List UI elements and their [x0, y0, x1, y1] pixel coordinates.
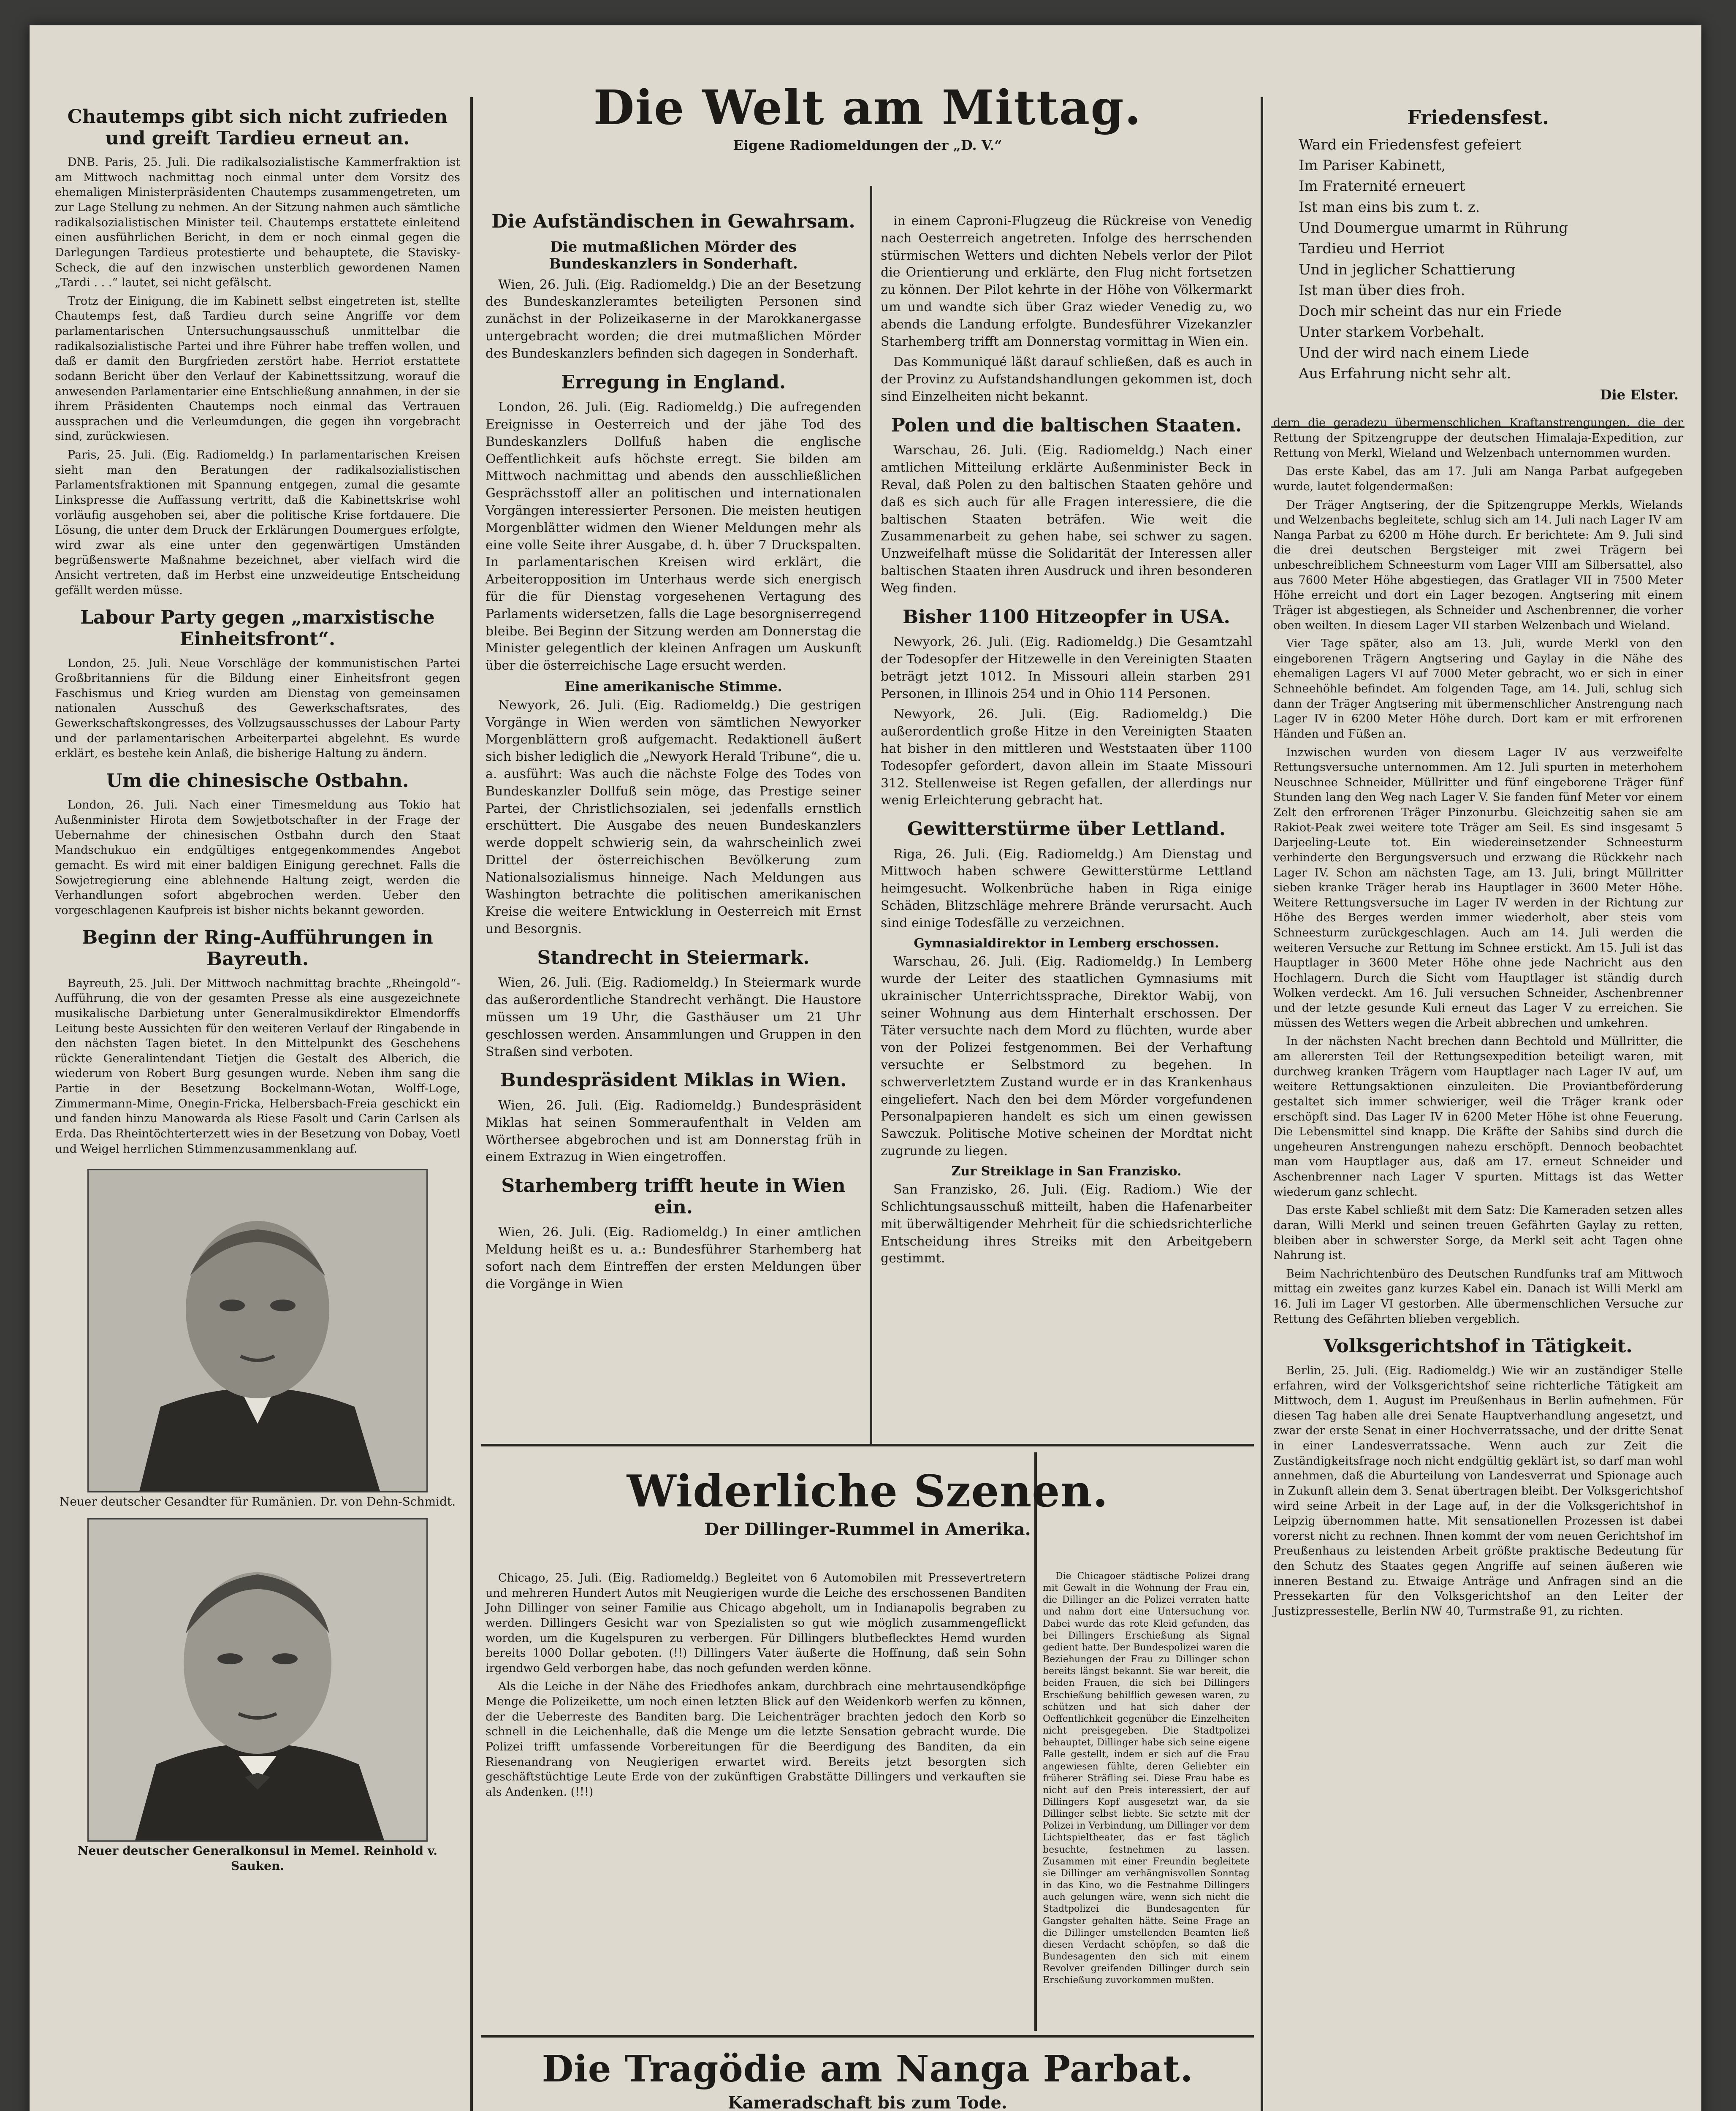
- column-2: [486, 203, 861, 1297]
- headline-lettland: Gewitterstürme über Lettland.: [907, 818, 1226, 840]
- headline-aufstaendische: Die Aufständischen in Gewahrsam.: [491, 211, 855, 232]
- article-dillinger-p1: Chicago, 25. Juli. (Eig. Radiomeldg.) Begleitet von 6 Automobilen mit Pressevertretern und mehreren Hundert Autos mit Neugierigen wurde die Leiche des erschossenen Banditen John Dillinger von seiner Familie aus Chicago abgeholt, um in Indianapolis begraben zu werden. Dillingers Gesicht war von Spezialisten so gut wie möglich zusammengeflickt worden, um die Kugelspuren zu verbergen. Für Dillingers blutbeflecktes Hemd wurden bereits 1000 Dollar geboten. (!!) Dillingers Vater äußerte die Hoffnung, daß sein Sohn irgendwo Geld verborgen habe, das noch gefunden werden könne.: [486, 1571, 1026, 1675]
- article-chautemps-p1: DNB. Paris, 25. Juli. Die radikalsozialistische Kammerfraktion ist am Mittwoch nachmittag noch einmal unter dem Vorsitz des ehemaligen Ministerpräsidenten Chautemps zusammengetreten, um zur Lage Stellung zu nehmen. An der Sitzung nahmen auch sämtliche radikalsozialistischen Minister teil. Chautemps erstattete einleitend einen ausführlichen Bericht, in dem er noch einmal gegen die Darlegungen Tardieus protestierte und behauptete, die Stavisky-Scheck, die auf den inzwischen unsterblich gewordenen Namen „Tardi . . .“ lautet, sei nicht gefälscht.: [55, 156, 460, 290]
- article-dillinger-p2: Als die Leiche in der Nähe des Friedhofes ankam, durchbrach eine mehrtausendköpfige Menge die Polizeikette, um noch einen letzten Blick auf den Weidenkorb werfen zu können, der die Ueberreste des Banditen barg. Die Leichenträger brachten jedoch den Korb so schnell in die Leichenhalle, daß die Menge um die letzte Sensation gebracht wurde. Die Polizei trifft umfassende Vorbereitungen für die Beerdigung des Banditen, da ein Riesenandrang von Neugierigen erwartet wird. Bereits jetzt besorgten sich geschäftstüchtige Leute Erde von der zukünftigen Grabstätte Dillingers und verkauften sie als Andenken. (!!!): [486, 1680, 1026, 1799]
- headline-labour: Labour Party gegen „marxistische Einheitsfront“.: [80, 607, 435, 650]
- article-sanfranzisko-p1: San Franzisko, 26. Juli. (Eig. Radiom.) Wie der Schlichtungsausschuß mitteilt, haben die Hafenarbeiter mit überwältigender Mehrheit für die schiedsrichterliche Entscheidung ihres Streiks mit den Arbeitgebern gestimmt.: [881, 1182, 1252, 1266]
- dillinger-section: [486, 1457, 1250, 1986]
- newspaper-page: [30, 25, 1701, 2111]
- headline-volksgerichtshof: Volksgerichtshof in Tätigkeit.: [1324, 1335, 1633, 1357]
- headline-sanfranzisko: Zur Streiklage in San Franzisko.: [951, 1164, 1182, 1179]
- headline-amerikanisch: Eine amerikanische Stimme.: [564, 678, 782, 695]
- headline-hitze: Bisher 1100 Hitzeopfer in USA.: [903, 606, 1230, 628]
- poem-line: Im Pariser Kabinett,: [1299, 157, 1446, 174]
- article-hitze-p1: Newyork, 26. Juli. (Eig. Radiomeldg.) Die Gesamtzahl der Todesopfer der Hitzewelle in den Vereinigten Staaten beträgt jetzt 1012. In Missouri allein starben 291 Personen, in Illinois 254 und in Ohio 114 Personen.: [881, 635, 1252, 701]
- article-nanga-cont-p2: Das erste Kabel, das am 17. Juli am Nanga Parbat aufgegeben wurde, lautet folgendermaßen:: [1273, 465, 1683, 493]
- headline-starhemberg: Starhemberg trifft heute in Wien ein.: [501, 1175, 846, 1218]
- poem-line: Ward ein Friedensfest gefeiert: [1299, 136, 1521, 153]
- subhead-nanga: Kameradschaft bis zum Tode.: [728, 2093, 1007, 2111]
- poem-line: Ist man über dies froh.: [1299, 282, 1465, 299]
- headline-nanga: Die Tragödie am Nanga Parbat.: [542, 2048, 1194, 2090]
- article-dillinger-p3: Die Chicagoer städtische Polizei drang mit Gewalt in die Wohnung der Frau ein, die Dillinger an die Polizei verraten hatte und nahm dort eine Untersuchung vor. Dabei wurde das rote Kleid gefunden, das bei Dillingers Erschießung als Signal gedient hatte. Der Bundespolizei waren die Beziehungen der Frau zu Dillinger schon bereits längst bekannt. Sie war bereit, die beiden Frauen, die sich bei Dillingers Erschießung behilflich gewesen waren, zu schützen und hat sich daher der Oeffentlichkeit gegenüber die Einzelheiten nicht preisgegeben. Die Stadtpolizei behauptet, Dillinger habe sich seine eigene Falle gestellt, indem er sich auf die Frau angewiesen fühlte, deren Geliebter ein früherer Sträfling sei. Diese Frau habe es nicht auf den Preis interessiert, der auf Dillingers Kopf ausgesetzt war, da sie Dillinger selbst liebte. Sie setzte mit der Polizei in Verbindung, um Dillinger vor dem Lichtspieltheater, das er fast täglich besuchte, festnehmen zu lassen. Zusammen mit einer Freundin begleitete sie Dillinger am verhängnisvollen Sonntag in das Kino, wo die Festnahme Dillingers auch gelungen wäre, wenn sich nicht die Stadtpolizei die Bundesagenten für Gangster gehalten hätte. Seine Frage an die Dillinger umstellenden Beamten ließ diesen Verdacht schöpfen, so daß die Bundesagenten den sich mit einem Revolver greifenden Dillinger durch sein Erschießung zuvorkommen mußten.: [1043, 1571, 1250, 1986]
- column-rule: [470, 97, 473, 2111]
- article-nanga-cont-p4: Vier Tage später, also am 13. Juli, wurde Merkl von den eingeborenen Trägern Angtsering und Gaylay in die Nähe des ehemaligen Lagers VI auf 7000 Meter gebracht, wo er sich in einer Schneehöhle befindet. Am folgenden Tage, am 14. Juli, schlug sich dann der Träger Angtsering mit übermenschlicher Anstrengung nach Lager IV in 6200 Meter Höhe durch. Dort kam er mit erfrorenen Händen und Füßen an.: [1273, 637, 1683, 741]
- poem-line: Aus Erfahrung nicht sehr alt.: [1299, 365, 1511, 383]
- poem-line: Unter starkem Vorbehalt.: [1299, 323, 1485, 341]
- column-4: [1273, 97, 1683, 1623]
- nanga-section: [486, 2043, 1250, 2111]
- headline-miklas: Bundespräsident Miklas in Wien.: [500, 1069, 847, 1091]
- masthead-subtitle: Eigene Radiomeldungen der „D. V.“: [733, 137, 1002, 153]
- article-starhemberg-p1: Wien, 26. Juli. (Eig. Radiomeldg.) In einer amtlichen Meldung heißt es u. a.: Bundesführer Starhemberg hat sofort nach dem Eintreffen der ersten Meldungen über die Vorgänge in Wien: [486, 1225, 861, 1292]
- column-1: [55, 97, 460, 1874]
- headline-england: Erregung in England.: [561, 371, 786, 393]
- headline-standrecht: Standrecht in Steiermark.: [537, 947, 810, 969]
- article-nanga-cont-p6: In der nächsten Nacht brechen dann Bechtold und Müllritter, die am allerersten Teil der Rettungsexpedition beteiligt waren, mit durchweg kranken Trägern vom Hauptlager nach Lager IV auf, um weitere Rettungsaktionen einzuleiten. Die Proviantbeförderung gestaltet sich immer schwieriger, weil die Träger krank oder erschöpft sind. Das Lager IV in 6200 Meter Höhe ist ohne Feuerung. Die Lebensmittel sind knapp. Die Kräfte der Sahibs sind durch die ungeheuren Anstrengungen nahezu erschöpft. Dennoch beobachtet man vom Hauptlager aus, daß am 17. erneut Schneider und Aschenbrenner nach Lager V spurten. Mittags ist das Wetter wiederum ganz schlecht.: [1273, 1035, 1683, 1199]
- poem-friedensfest: [1299, 135, 1683, 385]
- article-polen-p1: Warschau, 26. Juli. (Eig. Radiomeldg.) Nach einer amtlichen Mitteilung erklärte Außenminister Beck in Reval, daß Polen zu den baltischen Staaten gehöre und daß es sich auch für alle Fragen interessiere, die die baltischen Staaten beträfen. Wie weit die Zusammenarbeit zu gehen habe, sei schwer zu sagen. Unzweifelhaft müsse die Solidarität der Interessen aller baltischen Staaten ihren Ausdruck und ihren besonderen Weg finden.: [881, 443, 1252, 596]
- article-bayreuth-p1: Bayreuth, 25. Juli. Der Mittwoch nachmittag brachte „Rheingold“-Aufführung, die von der gesamten Presse als eine ausgezeichnete musikalische Darbietung unter Generalmusikdirektor Elmendorffs Leitung beste Aussichten für den weiteren Verlauf der Ringabende in den nächsten Tagen bietet. In den Mittelpunkt des Geschehens rückte Generalintendant Tietjen die Gestalt des Alberich, die wiederum von Robert Burg gesungen wurde. Neben ihm sang die Partie in der Besetzung Bockelmann-Wotan, Wolff-Loge, Zimmermann-Mime, Onegin-Fricka, Helbersbach-Freia geschickt ein und fanden hinzu Manowarda als Riese Fasolt und Carin Carlsen als Erda. Das Rheintöchterterzett wies in der Besetzung von Dobay, Voetl und Weigel herrlichen Stimmenzusammenklang auf.: [55, 977, 460, 1156]
- article-nanga-cont-p8: Beim Nachrichtenbüro des Deutschen Rundfunks traf am Mittwoch mittag ein zweites ganz kurzes Kabel ein. Danach ist Willi Merkl am 16. Juli im Lager VI gestorben. Alle übermenschlichen Versuche zur Rettung des Gefährten blieben vergeblich.: [1273, 1267, 1683, 1326]
- headline-chautemps: Chautemps gibt sich nicht zufrieden und greift Tardieu erneut an.: [67, 106, 448, 149]
- poem-line: Und Doumergue umarmt in Rührung: [1299, 220, 1568, 237]
- article-amerikanisch-p1: Newyork, 26. Juli. (Eig. Radiomeldg.) Die gestrigen Vorgänge in Wien werden von sämtlichen Newyorker Morgenblättern groß aufgemacht. Redaktionell äußert sich bisher lediglich die „Newyork Herald Tribune“, die u. a. ausführt: Was auch die nächste Folge des Todes von Bundeskanzler Dollfuß sein möge, das Prestige seiner Partei, der Christlichsozialen, sei jedenfalls ernstlich erschüttert. Die Ausgabe des neuen Bundeskanzlers werde doppelt schwierig sein, da wahrscheinlich zwei Drittel der österreichischen Bevölkerung zum Nationalsozialismus hinneige. Nach Meldungen aus Washington betrachte die politischen amerikanischen Kreise die weitere Entwicklung in Oesterreich mit Ernst und Besorgnis.: [486, 697, 861, 937]
- masthead-title: Die Welt am Mittag.: [593, 80, 1142, 136]
- article-england-p1: London, 26. Juli. (Eig. Radiomeldg.) Die aufregenden Ereignisse in Oesterreich und der jähe Tod des Bundeskanzlers Dollfuß haben die englische Oeffentlichkeit aufs höchste erregt. Sie bilden am Mittwoch nachmittag und abends den ausschließlichen Gesprächsstoff aller an politischen und internationalen Vorgängen interessierter Personen. Die meisten heutigen Morgenblätter widmen den Wiener Meldungen mehr als eine volle Seite ihrer Ausgabe, d. h. über 7 Druckspalten. In parlamentarischen Kreisen wird erklärt, die Arbeiteropposition im Unterhaus werde sich energisch für die für Dienstag vorgesehenen Vertagung des Parlaments widersetzen, falls die Lage besorgniserregend bleibe. Bei Beginn der Sitzung werden am Donnerstag die Minister gelegentlich der kleinen Anfragen um Auskunft über die österreichische Lage ersucht werden.: [486, 400, 861, 673]
- article-chautemps-p3: Paris, 25. Juli. (Eig. Radiomeldg.) In parlamentarischen Kreisen sieht man den Beratungen der radikalsozialistischen Parlamentsfraktionen mit Spannung entgegen, zumal die gesamte Linkspresse die Auffassung vertritt, daß die Kabinettskrise wohl vorläufig ausgehoben sei, aber die politische Krise fortdauere. Die Lösung, die unter dem Druck der Erklärungen Doumergues erfolgte, wird zwar als eine unter den gegenwärtigen Umständen begrüßenswerte Maßnahme bezeichnet, aber vielfach wird die Ansicht vertreten, daß im Herbst eine unzweideutige Entscheidung gefällt werden müsse.: [55, 448, 460, 597]
- article-volksgerichtshof-p1: Berlin, 25. Juli. (Eig. Radiomeldg.) Wie wir an zuständiger Stelle erfahren, wird der Volksgerichtshof seine richterliche Tätigkeit am Mittwoch, dem 1. August im Preußenhaus in Berlin aufnehmen. Für diesen Tag haben alle drei Senate Hauptverhandlung angesetzt, und zwar der erste Senat in einer Hochverratssache, und der dritte Senat in einer Landesverratssache. Wenn auch zur Zeit die Zuständigkeitsfrage noch nicht endgültig geklärt ist, so darf man wohl annehmen, daß die Aburteilung von Landesverrat und Spionage auch in Zukunft allein dem 3. Senat übertragen bleibt. Der Volksgerichtshof wird seine Arbeit in der Lage auf, in der die Volksgerichtshof in Leipzig übernommen hatte. Mit sensationellen Prozessen ist dabei vorerst nicht zu rechnen. Ihnen kommt der vom neuen Gerichtshof im Preußenhaus zu leistenden Arbeit größte praktische Bedeutung für den Schutz des Staates gegen Angriffe auf seinen äußeren wie inneren Bestand zu. Etwaige Anträge und Anfragen sind an die Pressekarten für den Volksgerichtshof an den Leiter der Justizpressestelle, Berlin NW 40, Turmstraße 91, zu richten.: [1273, 1364, 1683, 1618]
- poem-line: Im Fraternité erneuert: [1299, 178, 1465, 195]
- article-nanga-cont-p3: Der Träger Angtsering, der die Spitzengruppe Merkls, Wielands und Welzenbachs begleitete, schlug sich am 14. Juli nach Lager IV am Nanga Parbat zu 6200 m Höhe durch. Er berichtete: Am 9. Juli sind die drei deutschen Bergsteiger mit zwei Trägern bei unbeschreiblichem Schneesturm vom Lager VIII am Silbersattel, also aus 7600 Meter Höhe abgestiegen, das Gratlager VII in 7500 Meter Höhe erreicht und dort ein Lager bezogen. Angtsering mit einem Träger ist abgestiegen, als Schneider und Aschenbrenner, die vorher oben weilten. In diesem Lager VII starben Welzenbach und Wieland.: [1273, 498, 1683, 632]
- article-ostbahn-p1: London, 26. Juli. Nach einer Timesmeldung aus Tokio hat Außenminister Hirota dem Sowjetbotschafter in der Frage der Uebernahme der chinesischen Ostbahn durch den Staat Mandschukuo ein endgültiges entgegenkommendes Angebot gemacht. Es wird mit einer baldigen Einigung gerechnet. Falls die Sowjetregierung eine ablehnende Haltung zeigt, werden die Verhandlungen sofort abgebrochen werden. Ueber den vorgeschlagenen Kaufpreis ist bisher nichts bekannt geworden.: [55, 798, 460, 917]
- headline-dillinger: Widerliche Szenen.: [627, 1465, 1109, 1517]
- column-3: [881, 203, 1252, 1271]
- article-labour-p1: London, 25. Juli. Neue Vorschläge der kommunistischen Partei Großbritanniens für die Bildung einer Einheitsfront gegen Faschismus und Krieg wurden am Dienstag von gemeinsamen nationalen Ausschuß des Gewerkschaftsrates, des Gewerkschaftskongresses, des Vollzugsausschusses der Labour Party und der parlamentarischen Arbeiterpartei abgelehnt. Es wurde erklärt, es bestehe kein Anlaß, die bisherige Haltung zu ändern.: [55, 657, 460, 760]
- article-hitze-p2: Newyork, 26. Juli. (Eig. Radiomeldg.) Die außerordentlich große Hitze in den Vereinigten Staaten hat bisher in den mittleren und Weststaaten über 1100 Todesopfer gefordert, davon allein im Staate Missouri 312. Stellenweise ist Regen gefallen, der allerdings nur wenig Erleichterung gebracht hat.: [881, 707, 1252, 808]
- article-lettland-p1: Riga, 26. Juli. (Eig. Radiomeldg.) Am Dienstag und Mittwoch haben schwere Gewitterstürme Lettland heimgesucht. Wolkenbrüche haben in Riga einige Schäden, Blitzschläge mehrere Brände verursacht. Auch sind einige Todesfälle zu verzeichnen.: [881, 847, 1252, 931]
- column-rule: [870, 186, 872, 1444]
- poem-signature: Die Elster.: [1600, 387, 1679, 403]
- subhead-aufstaendische: Die mutmaßlichen Mörder des Bundeskanzlers in Sonderhaft.: [549, 238, 798, 272]
- poem-line: Ist man eins bis zum t. z.: [1299, 198, 1480, 216]
- headline-ostbahn: Um die chinesische Ostbahn.: [106, 770, 409, 792]
- section-rule: [481, 2035, 1254, 2038]
- poem-line: Tardieu und Herriot: [1299, 240, 1445, 258]
- article-chautemps-p2: Trotz der Einigung, die im Kabinett selbst eingetreten ist, stellte Chautemps fest, daß Tardieu durch seine Angriffe vor dem parlamentarischen Untersuchungsausschuß unmittelbar die radikalsozialistische Partei und ihre Führer habe treffen wollen, und daß er damit den Burgfrieden zerstört habe. Herriot erstattete sodann Bericht über den Verlauf der Kabinettssitzung, worauf die anwesenden Parlamentarier eine Entschließung annahmen, in der sie ihrem Präsidenten Chautemps noch einmal das Vertrauen aussprachen und die Verleumdungen, die gegen ihn vorgebracht sind, zurückwiesen.: [55, 294, 460, 443]
- poem-line: Und der wird nach einem Liede: [1299, 344, 1530, 361]
- column-rule: [1261, 97, 1263, 2111]
- masthead-block: [481, 76, 1254, 159]
- portrait-image: [89, 1170, 426, 1491]
- article-miklas-p1: Wien, 26. Juli. (Eig. Radiomeldg.) Bundespräsident Miklas hat seinen Sommeraufenthalt in Velden am Wörthersee abgebrochen und ist am Donnerstag früh in einem Extrazug in Wien eingetroffen.: [486, 1098, 861, 1165]
- headline-lemberg: Gymnasialdirektor in Lemberg erschossen.: [914, 936, 1219, 951]
- article-nanga-cont-p1: dern die geradezu übermenschlichen Kraftanstrengungen, die der Rettung der Spitzengruppe der deutschen Himalaja-Expedition, zur Rettung von Merkl, Wieland und Welzenbach unternommen wurden.: [1273, 416, 1683, 460]
- caption-dehn-schmidt: Neuer deutscher Gesandter für Rumänien. Dr. von Dehn-Schmidt.: [59, 1495, 456, 1509]
- headline-bayreuth: Beginn der Ring-Aufführungen in Bayreuth.: [82, 927, 433, 970]
- article-nanga-cont-p5: Inzwischen wurden von diesem Lager IV aus verzweifelte Rettungsversuche unternommen. Am 12. Juli spurten in meterhohem Neuschnee Schneider, Müllritter und fünf eingeborene Träger fünf Stunden lang den Weg nach Lager V. Sie fanden fünf Meter vor einem Zelt den erfrorenen Träger Pinzonurbu. Gleichzeitig sahen sie am Rakiot-Peak zwei weitere tote Träger am Seil. Es sind insgesamt 5 Darjeeling-Leute tot. Ein wiedereinsetzender Schneesturm verhinderte den Bergungsversuch und erzwang die Rückkehr nach Lager IV. Schon am nächsten Tage, am 13. Juli, bringt Müllritter sieben kranke Träger herab ins Hauptlager in 3600 Meter Höhe. Weitere Rettungsversuche im Lager IV werden in der Richtung zur Höhe des Berges werden immer wiederholt, aber steis vom Schneesturm zurückgeschlagen. Auch am 14. Juli werden die weiteren Versuche zur Rettung im Schnee erstickt. Am 15. Juli ist das Hauptlager in 3600 Meter Höhe ohne jede Nachricht aus den Hochlagern. Durch die Sicht vom Hauptlager ist ständig durch Wolken verdeckt. Am 16. Juli versuchen Schneider, Aschenbrenner und der letzte gesunde Kuli erneut das Lager V zu erreichen. Sie müssen des Wetters wegen die Arbeit abbrechen und umkehren.: [1273, 746, 1683, 1030]
- article-nanga-cont-p7: Das erste Kabel schließt mit dem Satz: Die Kameraden setzen alles daran, Willi Merkl und seinen treuen Gefährten Gaylay zu retten, bleiben aber in schwerster Sorge, da Merkl seit acht Tagen ohne Nahrung ist.: [1273, 1204, 1683, 1262]
- article-standrecht-p1: Wien, 26. Juli. (Eig. Radiomeldg.) In Steiermark wurde das außerordentliche Standrecht verhängt. Die Haustore müssen um 19 Uhr, die Gasthäuser um 21 Uhr geschlossen werden. Ansammlungen und Gruppen in den Straßen sind verboten.: [486, 975, 861, 1059]
- poem-line: Doch mir scheint das nur ein Friede: [1299, 303, 1562, 320]
- portrait-dehn-schmidt: [87, 1169, 428, 1492]
- section-rule: [481, 1444, 1254, 1446]
- headline-friedensfest: Friedensfest.: [1407, 106, 1549, 129]
- article-starhemberg-cont: in einem Caproni-Flugzeug die Rückreise von Venedig nach Oesterreich angetreten. Infolge des herrschenden stürmischen Wetters und dichten Nebels verlor der Pilot die Orientierung und erklärte, den Flug nicht fortsetzen zu können. Der Pilot kehrte in der Höhe von Völkermarkt um und wandte sich über Graz wieder Venedig zu, wo abends die Landung erfolgte. Bundesführer Vizekanzler Starhemberg trifft am Donnerstag vormittag in Wien ein.: [881, 214, 1252, 349]
- poem-line: Und in jeglicher Schattierung: [1299, 261, 1516, 278]
- subhead-dillinger: Der Dillinger-Rummel in Amerika.: [704, 1519, 1031, 1539]
- portrait-image: [89, 1519, 426, 1840]
- article-lemberg-p1: Warschau, 26. Juli. (Eig. Radiomeldg.) In Lemberg wurde der Leiter des staatlichen Gymnasiums mit ukrainischer Unterrichtssprache, Direktor Wabij, von seiner Wohnung aus dem Hinterhalt erschossen. Der Täter versuchte nach dem Mord zu flüchten, wurde aber von der Polizei festgenommen. Bei der Verhaftung versuchte er Selbstmord zu begehen. In schwerverletztem Zustand wurde er in das Krankenhaus eingeliefert. Nach den bei dem Mörder vorgefundenen Personalpapieren handelt es sich um einen gewissen Sawczuk. Politische Motive scheinen der Mordtat nicht zugrunde zu liegen.: [881, 954, 1252, 1159]
- article-starhemberg-p2: Das Kommuniqué läßt darauf schließen, daß es auch in der Provinz zu Aufstandshandlungen gekommen ist, doch sind Einzelheiten nicht bekannt.: [881, 355, 1252, 404]
- portrait-sauken: [87, 1518, 428, 1842]
- article-aufstaendische-p1: Wien, 26. Juli. (Eig. Radiomeldg.) Die an der Besetzung des Bundeskanzleramtes beteiligten Personen sind zunächst in der Polizeikaserne in der Marokkanergasse untergebracht worden; die drei mutmaßlichen Mörder des Bundeskanzlers befinden sich dagegen in Sonderhaft.: [486, 277, 861, 361]
- headline-polen: Polen und die baltischen Staaten.: [891, 414, 1242, 436]
- caption-sauken: Neuer deutscher Generalkonsul in Memel. Reinhold v. Sauken.: [77, 1843, 438, 1873]
